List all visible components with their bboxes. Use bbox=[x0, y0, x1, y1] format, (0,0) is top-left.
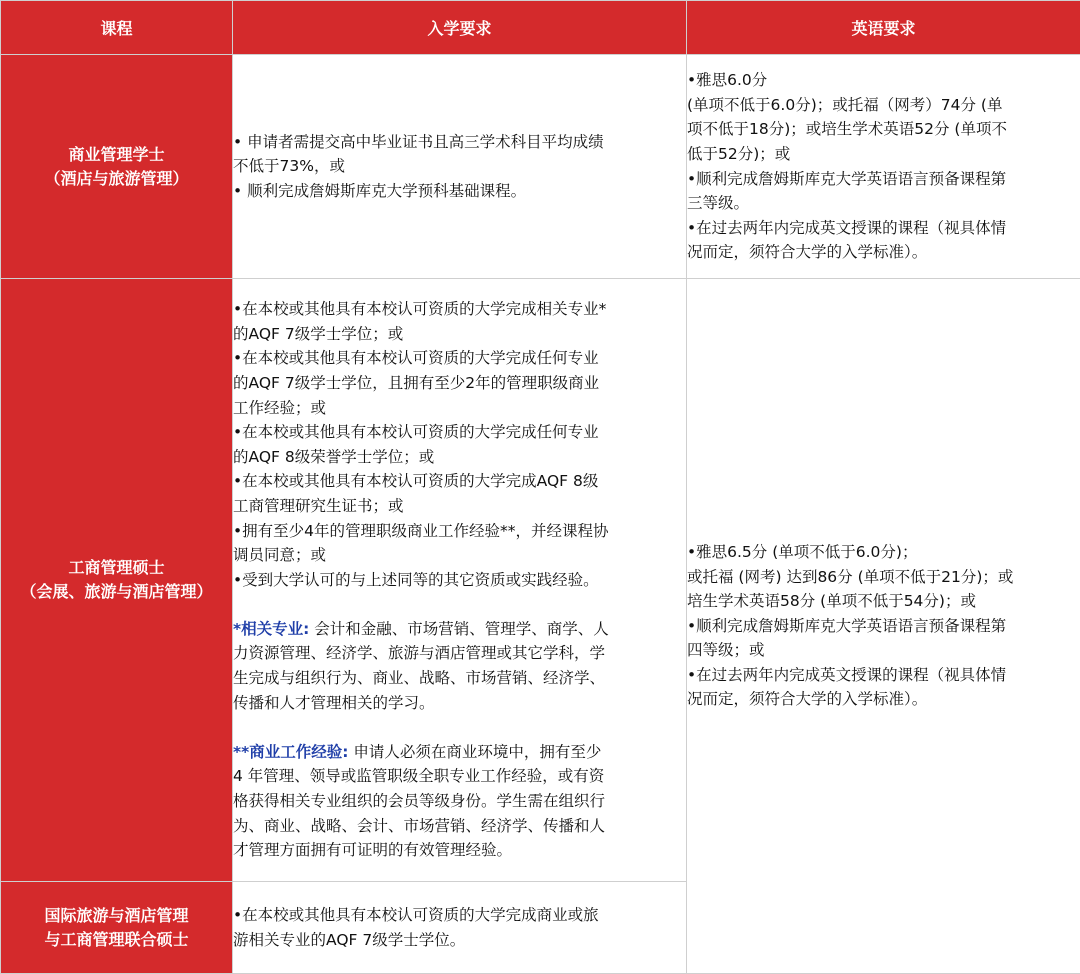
work-experience-note bbox=[233, 740, 686, 765]
course-subtitle: （酒店与旅游管理） bbox=[1, 167, 232, 191]
entry-line: 的AQF 8级荣誉学士学位；或 bbox=[233, 445, 686, 470]
header-english-requirements: 英语要求 bbox=[687, 1, 1080, 55]
entry-line: 工商管理研究生证书；或 bbox=[233, 494, 686, 519]
english-line: •雅思6.0分 bbox=[687, 68, 1080, 93]
course-name: 工商管理硕士 bbox=[1, 556, 232, 580]
spacer bbox=[233, 592, 686, 617]
header-row bbox=[1, 1, 1080, 55]
english-line: (单项不低于6.0分)；或托福（网考）74分 (单 bbox=[687, 93, 1080, 118]
entry-line: 工作经验；或 bbox=[233, 396, 686, 421]
note-text: 申请人必须在商业环境中，拥有至少 bbox=[348, 743, 601, 761]
entry-requirements-cell bbox=[233, 55, 687, 279]
english-line: 况而定，须符合大学的入学标准）。 bbox=[687, 687, 1080, 712]
related-majors-note bbox=[233, 617, 686, 642]
english-requirements-cell bbox=[687, 279, 1080, 974]
entry-requirements-cell bbox=[233, 279, 687, 882]
note-line: 4 年管理、领导或监管职级全职专业工作经验，或有资 bbox=[233, 764, 686, 789]
english-line: 培生学术英语58分 (单项不低于54分)；或 bbox=[687, 589, 1080, 614]
header-entry-requirements: 入学要求 bbox=[233, 1, 687, 55]
note-line: 才管理方面拥有可证明的有效管理经验。 bbox=[233, 838, 686, 863]
header-course: 课程 bbox=[1, 1, 233, 55]
entry-line: •在本校或其他具有本校认可资质的大学完成商业或旅 bbox=[233, 903, 686, 928]
course-name: 商业管理学士 bbox=[1, 143, 232, 167]
note-line: 传播和人才管理相关的学习。 bbox=[233, 691, 686, 716]
english-line: •顺利完成詹姆斯库克大学英语语言预备课程第 bbox=[687, 167, 1080, 192]
entry-line: 的AQF 7级学士学位，且拥有至少2年的管理职级商业 bbox=[233, 371, 686, 396]
english-line: 三等级。 bbox=[687, 191, 1080, 216]
entry-line: •在本校或其他具有本校认可资质的大学完成AQF 8级 bbox=[233, 469, 686, 494]
entry-line: 不低于73%，或 bbox=[233, 154, 686, 179]
related-majors-term: *相关专业: bbox=[233, 620, 309, 638]
table-row-mba bbox=[1, 279, 1080, 882]
entry-line: • 顺利完成詹姆斯库克大学预科基础课程。 bbox=[233, 179, 686, 204]
entry-line: 的AQF 7级学士学位；或 bbox=[233, 322, 686, 347]
entry-line: •在本校或其他具有本校认可资质的大学完成任何专业 bbox=[233, 420, 686, 445]
english-line: 项不低于18分)；或培生学术英语52分 (单项不 bbox=[687, 117, 1080, 142]
entry-requirements-cell bbox=[233, 882, 687, 974]
work-experience-term: **商业工作经验: bbox=[233, 743, 348, 761]
entry-line: 游相关专业的AQF 7级学士学位。 bbox=[233, 928, 686, 953]
course-cell bbox=[1, 279, 233, 882]
entry-line: •在本校或其他具有本校认可资质的大学完成任何专业 bbox=[233, 346, 686, 371]
note-line: 格获得相关专业组织的会员等级身份。学生需在组织行 bbox=[233, 789, 686, 814]
entry-line: •拥有至少4年的管理职级商业工作经验**，并经课程协 bbox=[233, 519, 686, 544]
course-cell bbox=[1, 882, 233, 974]
english-requirements-cell bbox=[687, 55, 1080, 279]
table-row-bachelor bbox=[1, 55, 1080, 279]
english-line: •在过去两年内完成英文授课的课程（视具体情 bbox=[687, 663, 1080, 688]
note-line: 力资源管理、经济学、旅游与酒店管理或其它学科，学 bbox=[233, 641, 686, 666]
english-line: 况而定，须符合大学的入学标准）。 bbox=[687, 240, 1080, 265]
english-line: 四等级；或 bbox=[687, 638, 1080, 663]
english-line: 低于52分)；或 bbox=[687, 142, 1080, 167]
entry-line: •受到大学认可的与上述同等的其它资质或实践经验。 bbox=[233, 568, 686, 593]
note-line: 为、商业、战略、会计、市场营销、经济学、传播和人 bbox=[233, 814, 686, 839]
english-line: •雅思6.5分 (单项不低于6.0分)； bbox=[687, 540, 1080, 565]
english-line: •在过去两年内完成英文授课的课程（视具体情 bbox=[687, 216, 1080, 241]
course-subtitle: 与工商管理联合硕士 bbox=[1, 928, 232, 952]
entry-line: 调员同意；或 bbox=[233, 543, 686, 568]
entry-line: • 申请者需提交高中毕业证书且高三学术科目平均成绩 bbox=[233, 130, 686, 155]
course-subtitle: （会展、旅游与酒店管理） bbox=[1, 580, 232, 604]
english-line: •顺利完成詹姆斯库克大学英语语言预备课程第 bbox=[687, 614, 1080, 639]
course-name: 国际旅游与酒店管理 bbox=[1, 904, 232, 928]
note-text: 会计和金融、市场营销、管理学、商学、人 bbox=[309, 620, 608, 638]
note-line: 生完成与组织行为、商业、战略、市场营销、经济学、 bbox=[233, 666, 686, 691]
english-line: 或托福 (网考) 达到86分 (单项不低于21分)；或 bbox=[687, 565, 1080, 590]
course-cell bbox=[1, 55, 233, 279]
entry-line: •在本校或其他具有本校认可资质的大学完成相关专业* bbox=[233, 297, 686, 322]
spacer bbox=[233, 715, 686, 740]
